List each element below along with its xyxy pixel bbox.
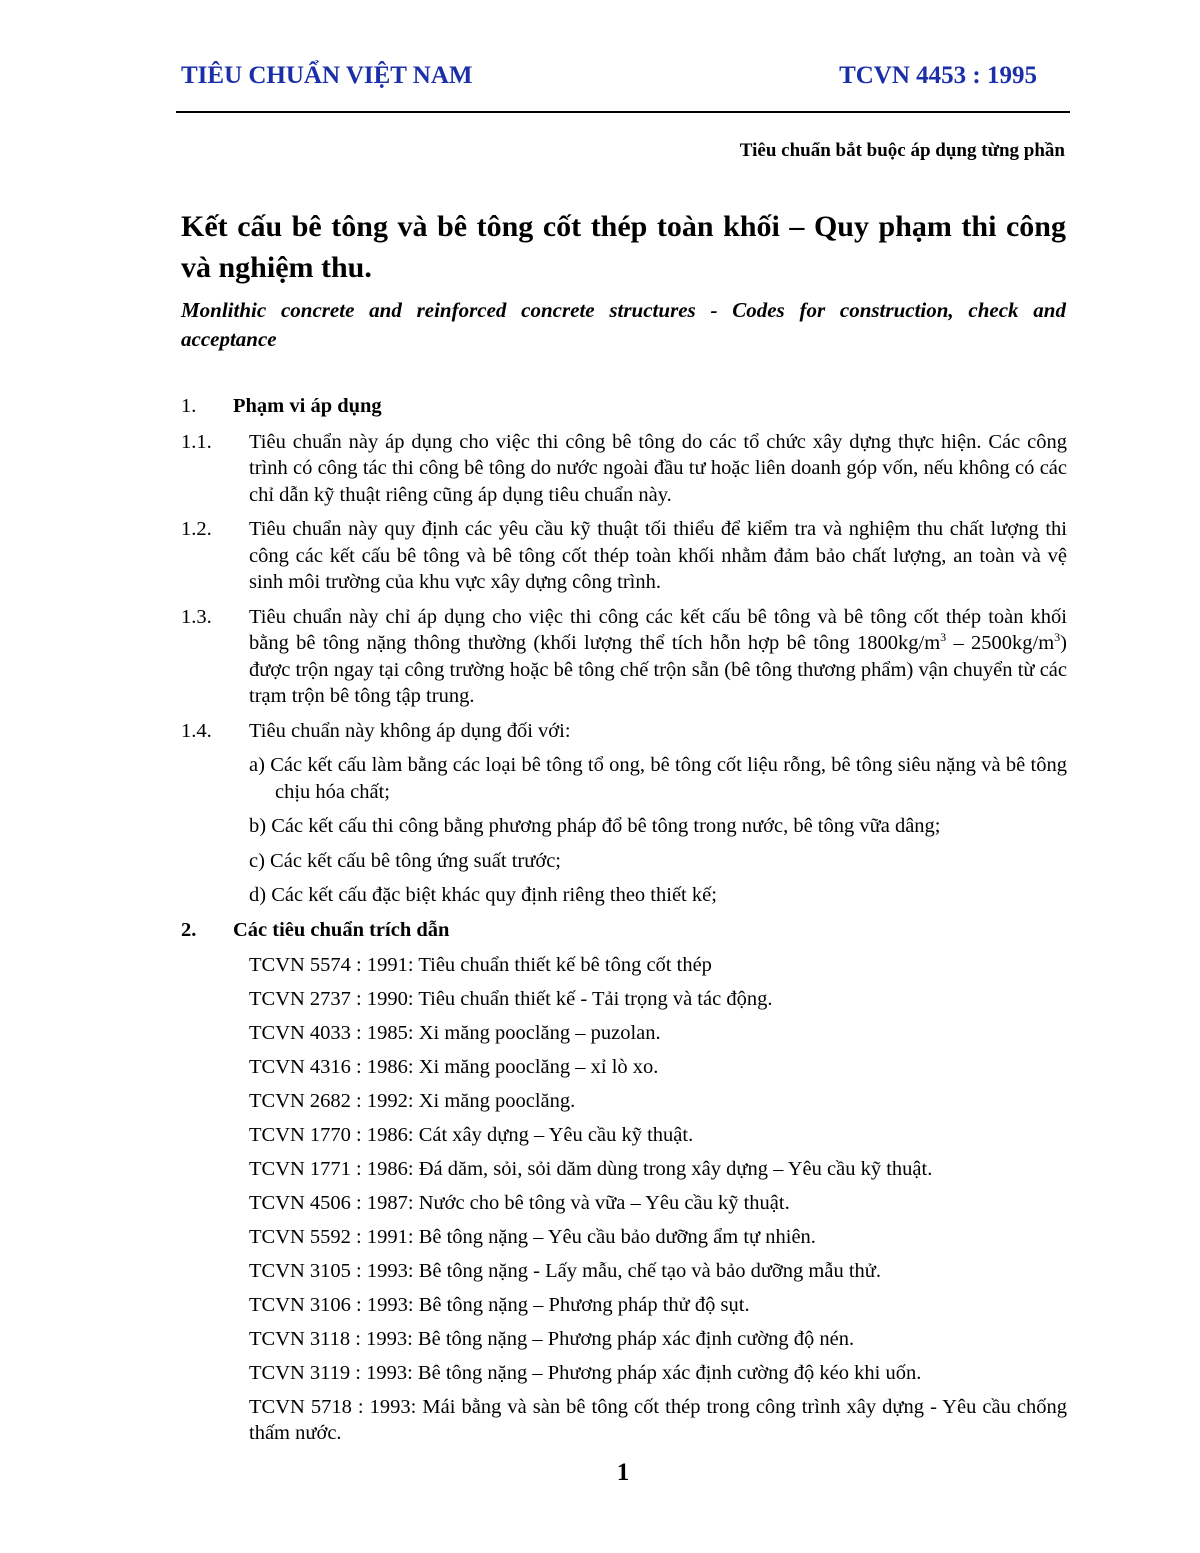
- document-body: [181, 393, 1067, 1454]
- clause-text-part: Tiêu chuẩn này chỉ áp dụng cho việc thi công các kết cấu bê tông và bê tông cốt thép toàn khối bằng bê tông nặng thông thường (khối lượng thể tích hỗn hợp bê tông 1800kg/m: [249, 605, 1067, 654]
- reference-item: TCVN 4316 : 1986: Xi măng pooclăng – xỉ lò xo.: [249, 1056, 659, 1078]
- reference-item: TCVN 3105 : 1993: Bê tông nặng - Lấy mẫu, chế tạo và bảo dưỡng mẫu thử.: [249, 1260, 881, 1282]
- superscript: 3: [1054, 630, 1061, 645]
- document-title: Kết cấu bê tông và bê tông cốt thép toàn khối – Quy phạm thi công và nghiệm thu.: [181, 210, 1066, 284]
- standard-status: Tiêu chuẩn bắt buộc áp dụng từng phần: [739, 140, 1065, 161]
- list-item: b) Các kết cấu thi công bằng phương pháp đổ bê tông trong nước, bê tông vữa dâng;: [249, 815, 941, 837]
- list-item: d) Các kết cấu đặc biệt khác quy định riêng theo thiết kế;: [249, 884, 717, 906]
- section-heading: [181, 393, 1067, 420]
- section-heading: [181, 917, 1067, 944]
- clause-number: 1.3.: [181, 605, 212, 628]
- reference-item: TCVN 4506 : 1987: Nước cho bê tông và vữa – Yêu cầu kỹ thuật.: [249, 1192, 790, 1214]
- header-standard-label: TIÊU CHUẨN VIỆT NAM: [181, 62, 473, 89]
- clause: [181, 604, 1067, 710]
- reference-item: TCVN 3118 : 1993: Bê tông nặng – Phương pháp xác định cường độ nén.: [249, 1328, 855, 1350]
- page-number: 1: [616, 1459, 630, 1486]
- reference-item: TCVN 3106 : 1993: Bê tông nặng – Phương pháp thử độ sụt.: [249, 1294, 750, 1316]
- superscript: 3: [940, 630, 947, 645]
- clause-number: 1.2.: [181, 518, 212, 540]
- reference-item: TCVN 4033 : 1985: Xi măng pooclăng – puzolan.: [249, 1022, 661, 1044]
- clause-text-part: – 2500kg/m: [946, 632, 1055, 654]
- clause-text: Tiêu chuẩn này quy định các yêu cầu kỹ thuật tối thiểu để kiểm tra và nghiệm thu chất lượng thi công các kết cấu bê tông và bê tông cốt thép toàn khối nhằm đảm bảo chất lượng, an toàn và vệ sinh môi trường của khu vực xây dựng công trình.: [249, 518, 1067, 593]
- list-item: a) Các kết cấu làm bằng các loại bê tông tổ ong, bê tông cốt liệu rỗng, bê tông siêu nặng và bê tông chịu hóa chất;: [249, 754, 1067, 803]
- reference-item: TCVN 2682 : 1992: Xi măng pooclăng.: [249, 1090, 576, 1112]
- section-title: Các tiêu chuẩn trích dẫn: [233, 918, 450, 941]
- section-number: 1.: [181, 395, 197, 417]
- section-number: 2.: [181, 918, 197, 941]
- reference-item: TCVN 3119 : 1993: Bê tông nặng – Phương pháp xác định cường độ kéo khi uốn.: [249, 1362, 922, 1384]
- reference-item: TCVN 1770 : 1986: Cát xây dựng – Yêu cầu kỹ thuật.: [249, 1124, 694, 1146]
- reference-item: TCVN 5592 : 1991: Bê tông nặng – Yêu cầu bảo dưỡng ẩm tự nhiên.: [249, 1226, 816, 1248]
- section-title: Phạm vi áp dụng: [233, 395, 382, 417]
- clause-text-part: ) được trộn ngay tại công trường hoặc bê tông chế trộn sẵn (bê tông thương phẩm) vận chuyển từ các trạm trộn bê tông tập trung.: [249, 632, 1067, 707]
- clause-text: Tiêu chuẩn này không áp dụng đối với:: [249, 719, 571, 742]
- clause-text: [249, 604, 1067, 710]
- reference-item: TCVN 1771 : 1986: Đá dăm, sỏi, sỏi dăm dùng trong xây dựng – Yêu cầu kỹ thuật.: [249, 1158, 933, 1180]
- header-standard-code: TCVN 4453 : 1995: [839, 62, 1037, 89]
- reference-item: TCVN 5718 : 1993: Mái bằng và sàn bê tông cốt thép trong công trình xây dựng - Yêu cầu chống thấm nước.: [249, 1396, 1067, 1444]
- reference-item: TCVN 2737 : 1990: Tiêu chuẩn thiết kế - Tải trọng và tác động.: [249, 988, 773, 1010]
- clause-text: Tiêu chuẩn này áp dụng cho việc thi công bê tông do các tổ chức xây dựng thực hiện. Các công trình có công tác thi công bê tông do nước ngoài đầu tư hoặc liên doanh góp vốn, nếu không có các chỉ dẫn kỹ thuật riêng cũng áp dụng tiêu chuẩn này.: [249, 430, 1067, 506]
- list-item: c) Các kết cấu bê tông ứng suất trước;: [249, 849, 561, 872]
- clause: [181, 516, 1067, 596]
- clause-number: 1.4.: [181, 719, 212, 742]
- clause: [181, 718, 1067, 745]
- clause-number: 1.1.: [181, 430, 212, 453]
- reference-item: TCVN 5574 : 1991: Tiêu chuẩn thiết kế bê tông cốt thép: [249, 954, 712, 976]
- header-rule: [176, 111, 1070, 113]
- document-subtitle-english: Monlithic concrete and reinforced concrete structures - Codes for construction, check and acceptance: [181, 298, 1066, 351]
- clause: [181, 429, 1067, 509]
